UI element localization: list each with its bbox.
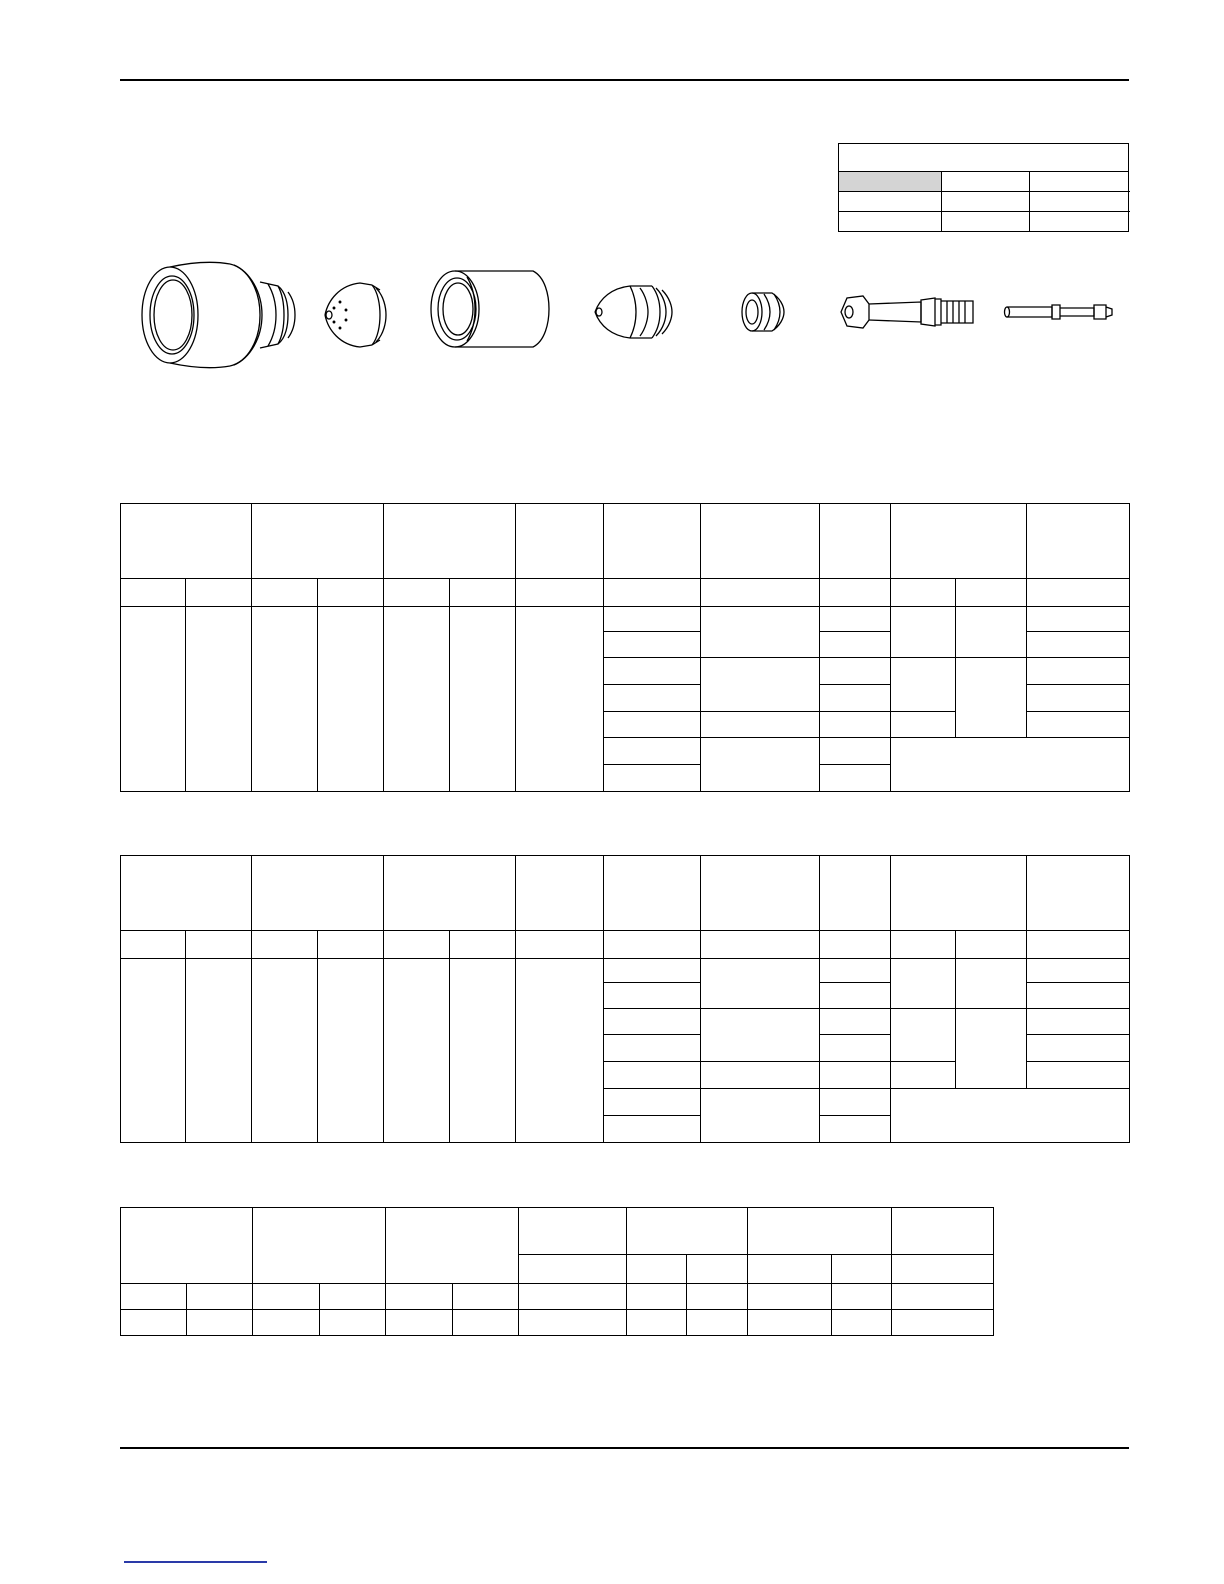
subheader-cell: [687, 1255, 748, 1284]
data-cell: [891, 959, 956, 1009]
retaining-cap-drawing: [425, 267, 555, 352]
data-cell: [604, 1035, 701, 1062]
data-cell: [450, 959, 516, 1143]
data-cell: [956, 959, 1027, 1009]
data-cell: [187, 1310, 253, 1336]
data-cell: [253, 1310, 320, 1336]
legend-cell: [942, 172, 1030, 192]
data-cell: [1027, 658, 1130, 685]
subheader-cell: [121, 1284, 187, 1310]
subheader-cell: [820, 931, 891, 959]
data-cell: [320, 1310, 386, 1336]
data-cell: [450, 607, 516, 792]
data-cell: [701, 1009, 820, 1062]
data-cell: [318, 959, 384, 1143]
data-cell: [318, 607, 384, 792]
data-cell: [891, 1089, 1130, 1143]
water-tube-drawing: [1002, 300, 1117, 325]
header-cell: [252, 856, 384, 931]
subheader-cell: [1027, 931, 1130, 959]
data-cell: [121, 1310, 187, 1336]
data-cell: [453, 1310, 519, 1336]
legend-cell: [1030, 192, 1130, 212]
legend-cell: [839, 192, 942, 212]
data-cell: [820, 607, 891, 632]
data-cell: [121, 959, 186, 1143]
consumable-parts-illustration: [120, 245, 1129, 380]
data-cell: [701, 607, 820, 658]
data-cell: [701, 1089, 820, 1143]
data-cell: [891, 1062, 956, 1089]
legend-table: [838, 143, 1129, 232]
data-cell: [604, 1116, 701, 1143]
data-cell: [820, 1116, 891, 1143]
subheader-cell: [748, 1255, 832, 1284]
data-cell: [604, 738, 701, 765]
subheader-cell: [956, 931, 1027, 959]
data-cell: [820, 685, 891, 712]
data-cell: [820, 983, 891, 1009]
subheader-cell: [891, 579, 956, 607]
data-cell: [891, 738, 1130, 792]
data-cell: [604, 1062, 701, 1089]
electrode-drawing: [835, 290, 980, 335]
data-cell: [384, 607, 450, 792]
data-cell: [186, 959, 252, 1143]
header-cell: [1027, 856, 1130, 931]
data-cell: [701, 959, 820, 1009]
data-cell: [701, 1062, 820, 1089]
legend-cell-shaded: [839, 172, 942, 192]
nozzle-drawing: [590, 280, 680, 345]
header-cell: [386, 1208, 519, 1284]
subheader-cell: [318, 579, 384, 607]
data-cell: [604, 658, 701, 685]
legend-cell: [942, 212, 1030, 231]
data-cell: [516, 959, 604, 1143]
subheader-cell: [892, 1255, 994, 1284]
header-cell: [384, 504, 516, 579]
subheader-cell: [516, 931, 604, 959]
data-cell: [1027, 712, 1130, 738]
data-cell: [701, 738, 820, 792]
subheader-cell: [450, 931, 516, 959]
data-cell: [604, 959, 701, 983]
header-cell: [384, 856, 516, 931]
subheader-cell: [832, 1255, 892, 1284]
legend-cell: [1030, 172, 1130, 192]
subheader-cell: [384, 931, 450, 959]
subheader-cell: [187, 1284, 253, 1310]
subheader-cell: [519, 1255, 627, 1284]
data-cell: [820, 658, 891, 685]
data-cell: [121, 607, 186, 792]
subheader-cell: [832, 1284, 892, 1310]
data-cell: [956, 607, 1027, 658]
subheader-cell: [701, 931, 820, 959]
data-cell: [516, 607, 604, 792]
header-cell: [820, 856, 891, 931]
subheader-cell: [891, 931, 956, 959]
data-cell: [891, 1009, 956, 1062]
header-cell: [253, 1208, 386, 1284]
data-cell: [701, 712, 820, 738]
header-cell: [604, 504, 701, 579]
data-cell: [832, 1310, 892, 1336]
data-cell: [820, 765, 891, 792]
header-cell: [604, 856, 701, 931]
data-cell: [1027, 1009, 1130, 1035]
data-cell: [956, 1009, 1027, 1089]
subheader-cell: [892, 1284, 994, 1310]
header-cell: [891, 856, 1027, 931]
data-cell: [820, 1035, 891, 1062]
data-cell: [186, 607, 252, 792]
header-cell: [121, 856, 252, 931]
subheader-cell: [384, 579, 450, 607]
subheader-cell: [604, 931, 701, 959]
header-cell: [121, 504, 252, 579]
subheader-cell: [820, 579, 891, 607]
header-cell: [891, 504, 1027, 579]
shield-drawing: [138, 260, 298, 370]
data-cell: [687, 1310, 748, 1336]
subheader-cell: [186, 931, 252, 959]
legend-cell: [839, 212, 942, 231]
subheader-cell: [687, 1284, 748, 1310]
subheader-cell: [519, 1284, 627, 1310]
data-cell: [1027, 1062, 1130, 1089]
data-cell: [891, 607, 956, 658]
data-cell: [892, 1310, 994, 1336]
data-cell: [604, 712, 701, 738]
subheader-cell: [450, 579, 516, 607]
data-cell: [604, 765, 701, 792]
swirl-ring-drawing: [738, 288, 788, 336]
subheader-cell: [318, 931, 384, 959]
footer-link-underline[interactable]: [124, 1561, 267, 1563]
parts-table-1: [120, 503, 1130, 792]
legend-title: [839, 144, 1128, 172]
subheader-cell: [1027, 579, 1130, 607]
data-cell: [604, 632, 701, 658]
data-cell: [1027, 685, 1130, 712]
data-cell: [604, 1009, 701, 1035]
legend-cell: [942, 192, 1030, 212]
header-cell: [892, 1208, 994, 1255]
data-cell: [1027, 959, 1130, 983]
data-cell: [519, 1310, 627, 1336]
subheader-cell: [121, 931, 186, 959]
data-cell: [252, 959, 318, 1143]
data-cell: [820, 1089, 891, 1116]
data-cell: [252, 607, 318, 792]
data-cell: [701, 658, 820, 712]
subheader-cell: [627, 1284, 687, 1310]
subheader-cell: [701, 579, 820, 607]
header-cell: [701, 504, 820, 579]
subheader-cell: [253, 1284, 320, 1310]
data-cell: [1027, 632, 1130, 658]
subheader-cell: [252, 579, 318, 607]
data-cell: [820, 1062, 891, 1089]
data-cell: [386, 1310, 453, 1336]
data-cell: [604, 983, 701, 1009]
header-cell: [516, 856, 604, 931]
data-cell: [384, 959, 450, 1143]
subheader-cell: [386, 1284, 453, 1310]
data-cell: [820, 1009, 891, 1035]
data-cell: [604, 685, 701, 712]
data-cell: [604, 1089, 701, 1116]
legend-cell: [1030, 212, 1130, 231]
header-cell: [627, 1208, 748, 1255]
header-cell: [820, 504, 891, 579]
header-cell: [748, 1208, 892, 1255]
header-cell: [1027, 504, 1130, 579]
subheader-cell: [186, 579, 252, 607]
data-cell: [891, 658, 956, 712]
data-cell: [1027, 1035, 1130, 1062]
data-cell: [627, 1310, 687, 1336]
data-cell: [1027, 983, 1130, 1009]
header-cell: [121, 1208, 253, 1284]
shield-cap-drawing: [320, 280, 390, 350]
subheader-cell: [516, 579, 604, 607]
subheader-cell: [627, 1255, 687, 1284]
subheader-cell: [252, 931, 318, 959]
header-cell: [701, 856, 820, 931]
subheader-cell: [604, 579, 701, 607]
data-cell: [1027, 607, 1130, 632]
data-cell: [820, 712, 891, 738]
data-cell: [748, 1310, 832, 1336]
subheader-cell: [453, 1284, 519, 1310]
data-cell: [604, 607, 701, 632]
parts-table-3: [120, 1207, 994, 1336]
header-cell: [519, 1208, 627, 1255]
header-cell: [516, 504, 604, 579]
data-cell: [820, 959, 891, 983]
data-cell: [820, 738, 891, 765]
subheader-cell: [748, 1284, 832, 1310]
data-cell: [820, 632, 891, 658]
top-rule: [120, 79, 1129, 81]
bottom-rule: [120, 1447, 1129, 1449]
data-cell: [956, 658, 1027, 738]
data-cell: [891, 712, 956, 738]
subheader-cell: [956, 579, 1027, 607]
parts-table-2: [120, 855, 1130, 1143]
subheader-cell: [320, 1284, 386, 1310]
subheader-cell: [121, 579, 186, 607]
header-cell: [252, 504, 384, 579]
